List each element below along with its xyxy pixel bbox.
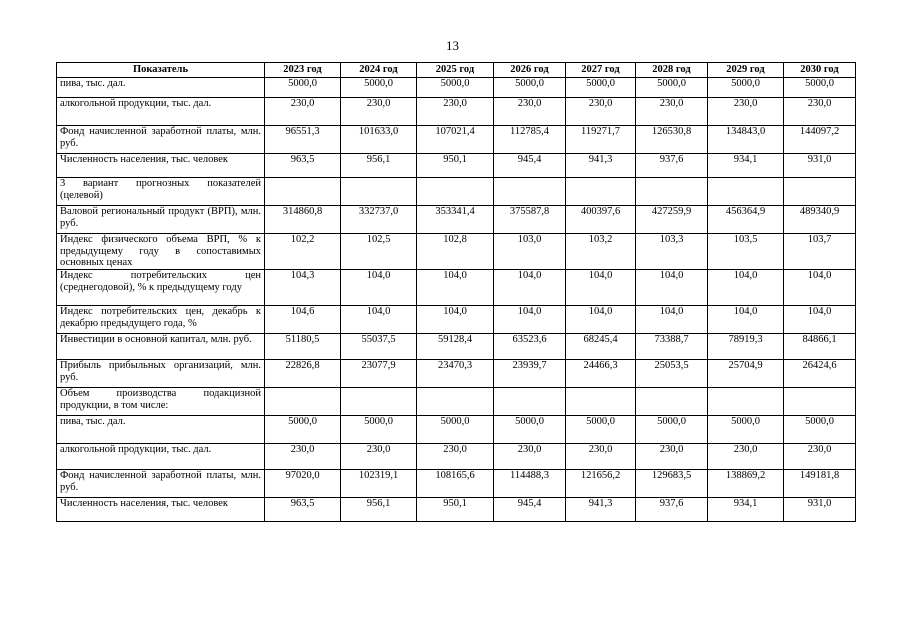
cell-value: 5000,0 <box>566 78 636 98</box>
cell-value: 230,0 <box>417 98 494 126</box>
cell-value: 149181,8 <box>784 470 856 498</box>
cell-value: 5000,0 <box>708 78 784 98</box>
row-label: Валовой региональный продукт (ВРП), млн. руб. <box>57 206 265 234</box>
cell-value: 937,6 <box>636 498 708 522</box>
cell-value: 104,0 <box>341 270 417 306</box>
row-label: Прибыль прибыльных организаций, млн. руб. <box>57 360 265 388</box>
cell-value: 104,0 <box>417 306 494 334</box>
cell-value: 230,0 <box>341 444 417 470</box>
cell-value <box>265 178 341 206</box>
row-label: Фонд начисленной заработной платы, млн. руб. <box>57 470 265 498</box>
cell-value <box>784 178 856 206</box>
cell-value: 103,2 <box>566 234 636 270</box>
cell-value: 230,0 <box>566 98 636 126</box>
cell-value <box>784 388 856 416</box>
row-label: Объем производства подакцизной продукции, в том числе: <box>57 388 265 416</box>
cell-value <box>636 178 708 206</box>
cell-value: 102319,1 <box>341 470 417 498</box>
cell-value: 931,0 <box>784 498 856 522</box>
cell-value <box>708 388 784 416</box>
cell-value: 134843,0 <box>708 126 784 154</box>
cell-value: 230,0 <box>784 98 856 126</box>
cell-value: 945,4 <box>494 154 566 178</box>
cell-value: 73388,7 <box>636 334 708 360</box>
table-row <box>57 388 856 416</box>
cell-value: 104,0 <box>417 270 494 306</box>
cell-value: 230,0 <box>341 98 417 126</box>
cell-value: 78919,3 <box>708 334 784 360</box>
cell-value: 230,0 <box>636 444 708 470</box>
table-row <box>57 206 856 234</box>
cell-value: 950,1 <box>417 498 494 522</box>
cell-value: 230,0 <box>708 98 784 126</box>
cell-value: 230,0 <box>636 98 708 126</box>
table-row <box>57 306 856 334</box>
table-row <box>57 78 856 98</box>
cell-value: 5000,0 <box>566 416 636 444</box>
cell-value <box>494 388 566 416</box>
cell-value: 937,6 <box>636 154 708 178</box>
row-label: Инвестиции в основной капитал, млн. руб. <box>57 334 265 360</box>
cell-value: 104,0 <box>566 306 636 334</box>
cell-value: 103,5 <box>708 234 784 270</box>
cell-value: 103,7 <box>784 234 856 270</box>
cell-value: 427259,9 <box>636 206 708 234</box>
cell-value: 934,1 <box>708 498 784 522</box>
cell-value: 104,0 <box>708 306 784 334</box>
cell-value: 956,1 <box>341 498 417 522</box>
cell-value: 63523,6 <box>494 334 566 360</box>
cell-value <box>417 178 494 206</box>
cell-value: 23077,9 <box>341 360 417 388</box>
row-label: Индекс физического объема ВРП, % к предыдущему году в сопоставимых основных ценах <box>57 234 265 270</box>
row-label: Индекс потребительских цен, декабрь к декабрю предыдущего года, % <box>57 306 265 334</box>
table-row <box>57 360 856 388</box>
table-row <box>57 178 856 206</box>
cell-value: 55037,5 <box>341 334 417 360</box>
cell-value: 51180,5 <box>265 334 341 360</box>
cell-value: 5000,0 <box>494 78 566 98</box>
header-year: 2027 год <box>566 63 636 78</box>
table-row <box>57 98 856 126</box>
cell-value: 138869,2 <box>708 470 784 498</box>
table-row <box>57 470 856 498</box>
header-year: 2024 год <box>341 63 417 78</box>
cell-value: 230,0 <box>566 444 636 470</box>
table-row <box>57 126 856 154</box>
cell-value: 129683,5 <box>636 470 708 498</box>
cell-value: 107021,4 <box>417 126 494 154</box>
cell-value: 59128,4 <box>417 334 494 360</box>
cell-value: 230,0 <box>417 444 494 470</box>
cell-value: 945,4 <box>494 498 566 522</box>
table-header-row <box>57 63 856 78</box>
cell-value: 119271,7 <box>566 126 636 154</box>
cell-value: 25704,9 <box>708 360 784 388</box>
cell-value: 934,1 <box>708 154 784 178</box>
cell-value: 230,0 <box>265 444 341 470</box>
header-year: 2029 год <box>708 63 784 78</box>
cell-value: 68245,4 <box>566 334 636 360</box>
cell-value: 25053,5 <box>636 360 708 388</box>
cell-value <box>494 178 566 206</box>
cell-value: 941,3 <box>566 154 636 178</box>
row-label: пива, тыс. дал. <box>57 416 265 444</box>
cell-value: 5000,0 <box>417 416 494 444</box>
table-row <box>57 444 856 470</box>
cell-value: 97020,0 <box>265 470 341 498</box>
cell-value: 26424,6 <box>784 360 856 388</box>
cell-value: 5000,0 <box>636 416 708 444</box>
cell-value: 96551,3 <box>265 126 341 154</box>
row-label: Численность населения, тыс. человек <box>57 154 265 178</box>
cell-value: 104,0 <box>636 270 708 306</box>
cell-value: 5000,0 <box>784 416 856 444</box>
cell-value: 103,3 <box>636 234 708 270</box>
cell-value: 230,0 <box>784 444 856 470</box>
cell-value: 5000,0 <box>265 78 341 98</box>
cell-value: 353341,4 <box>417 206 494 234</box>
cell-value: 332737,0 <box>341 206 417 234</box>
row-label: Индекс потребительских цен (среднегодовой), % к предыдущему году <box>57 270 265 306</box>
cell-value: 104,0 <box>494 270 566 306</box>
cell-value: 102,8 <box>417 234 494 270</box>
cell-value: 104,0 <box>784 306 856 334</box>
cell-value: 5000,0 <box>494 416 566 444</box>
cell-value: 104,0 <box>784 270 856 306</box>
cell-value: 104,0 <box>494 306 566 334</box>
cell-value: 230,0 <box>265 98 341 126</box>
cell-value: 230,0 <box>708 444 784 470</box>
row-label: алкогольной продукции, тыс. дал. <box>57 444 265 470</box>
row-label: Фонд начисленной заработной платы, млн. руб. <box>57 126 265 154</box>
cell-value: 108165,6 <box>417 470 494 498</box>
cell-value: 23939,7 <box>494 360 566 388</box>
cell-value: 121656,2 <box>566 470 636 498</box>
cell-value: 24466,3 <box>566 360 636 388</box>
cell-value <box>341 388 417 416</box>
table-row <box>57 234 856 270</box>
cell-value: 23470,3 <box>417 360 494 388</box>
cell-value: 84866,1 <box>784 334 856 360</box>
cell-value: 963,5 <box>265 154 341 178</box>
cell-value: 5000,0 <box>265 416 341 444</box>
cell-value: 400397,6 <box>566 206 636 234</box>
page-number: 13 <box>446 38 459 53</box>
cell-value: 230,0 <box>494 444 566 470</box>
cell-value: 5000,0 <box>341 416 417 444</box>
row-label: 3 вариант прогнозных показателей (целевой) <box>57 178 265 206</box>
forecast-table <box>56 62 856 522</box>
header-year: 2030 год <box>784 63 856 78</box>
header-year: 2023 год <box>265 63 341 78</box>
cell-value <box>417 388 494 416</box>
cell-value: 5000,0 <box>636 78 708 98</box>
cell-value: 102,2 <box>265 234 341 270</box>
cell-value: 144097,2 <box>784 126 856 154</box>
header-year: 2025 год <box>417 63 494 78</box>
cell-value <box>566 178 636 206</box>
cell-value: 5000,0 <box>708 416 784 444</box>
cell-value <box>636 388 708 416</box>
cell-value: 963,5 <box>265 498 341 522</box>
cell-value: 102,5 <box>341 234 417 270</box>
cell-value <box>341 178 417 206</box>
table-row <box>57 498 856 522</box>
cell-value: 956,1 <box>341 154 417 178</box>
cell-value: 126530,8 <box>636 126 708 154</box>
cell-value: 104,3 <box>265 270 341 306</box>
cell-value: 103,0 <box>494 234 566 270</box>
cell-value: 950,1 <box>417 154 494 178</box>
table-row <box>57 154 856 178</box>
cell-value: 456364,9 <box>708 206 784 234</box>
header-indicator: Показатель <box>57 63 265 78</box>
cell-value: 314860,8 <box>265 206 341 234</box>
cell-value: 5000,0 <box>417 78 494 98</box>
row-label: пива, тыс. дал. <box>57 78 265 98</box>
header-year: 2026 год <box>494 63 566 78</box>
cell-value: 104,0 <box>708 270 784 306</box>
cell-value: 5000,0 <box>784 78 856 98</box>
cell-value: 230,0 <box>494 98 566 126</box>
cell-value <box>708 178 784 206</box>
table-row <box>57 270 856 306</box>
cell-value: 22826,8 <box>265 360 341 388</box>
row-label: алкогольной продукции, тыс. дал. <box>57 98 265 126</box>
cell-value: 112785,4 <box>494 126 566 154</box>
cell-value: 941,3 <box>566 498 636 522</box>
cell-value <box>566 388 636 416</box>
cell-value: 5000,0 <box>341 78 417 98</box>
cell-value: 104,6 <box>265 306 341 334</box>
cell-value: 375587,8 <box>494 206 566 234</box>
cell-value: 104,0 <box>341 306 417 334</box>
cell-value: 104,0 <box>566 270 636 306</box>
cell-value: 489340,9 <box>784 206 856 234</box>
row-label: Численность населения, тыс. человек <box>57 498 265 522</box>
header-year: 2028 год <box>636 63 708 78</box>
cell-value: 101633,0 <box>341 126 417 154</box>
table-row <box>57 416 856 444</box>
cell-value: 931,0 <box>784 154 856 178</box>
cell-value: 104,0 <box>636 306 708 334</box>
cell-value <box>265 388 341 416</box>
table-row <box>57 334 856 360</box>
cell-value: 114488,3 <box>494 470 566 498</box>
